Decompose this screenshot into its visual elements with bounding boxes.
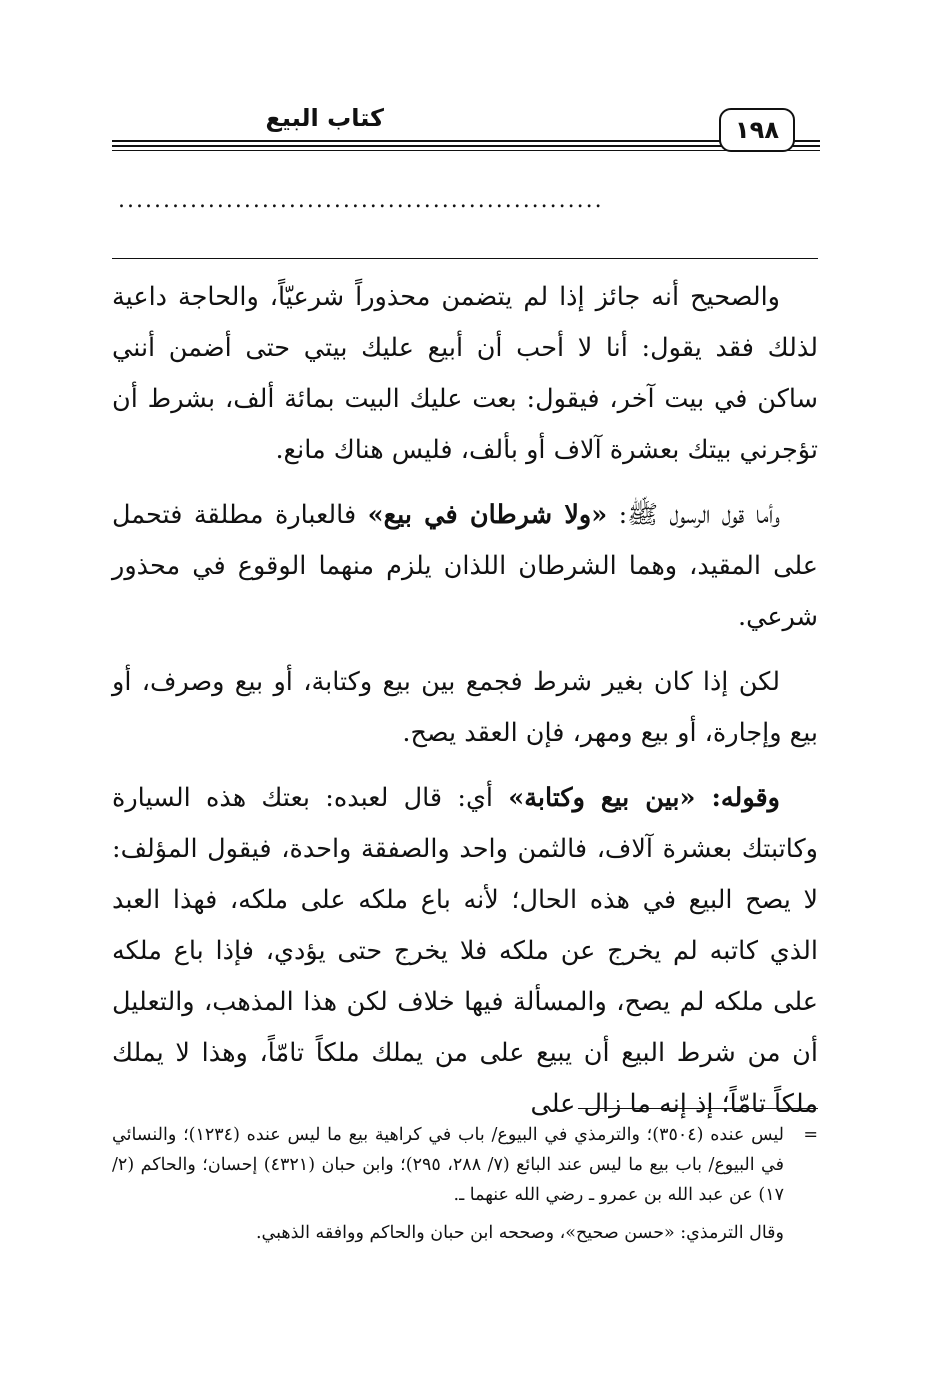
paragraph-2-intro: وأما قول الرسول ﷺ: [607,500,780,530]
footnotes [112,1120,818,1248]
book-title: كتاب البيع [260,104,390,132]
paragraph-4 [112,773,818,1130]
footnote-continuation [112,1120,818,1210]
section-divider [112,258,818,259]
footnote-note: وقال الترمذي: «حسن صحيح»، وصححه ابن حبان والحاكم ووافقه الذهبي. [255,1223,784,1243]
page-number: ١٩٨ [719,108,795,152]
dotted-separator: ...................................................... [118,188,604,213]
header-rule [112,145,820,147]
header-rule [112,150,820,151]
quoted-phrase: وقوله: «بين بيع وكتابة» [508,783,780,813]
page-header [112,104,820,152]
footnote-divider [578,1108,818,1109]
hadith-quote: «ولا شرطان في بيع» [367,500,608,530]
paragraph-1: والصحيح أنه جائز إذا لم يتضمن محذوراً شرعيّاً، والحاجة داعية لذلك فقد يقول: أنا لا أحب أن أبيع عليك بيتي حتى أضمن أنني ساكن في بيت آخر، فيقول: بعت عليك البيت بمائة ألف، بشرط أن تؤجرني بيتك بعشرة آلاف أو بألف، فليس هناك مانع. [112,282,818,465]
continuation-marker: = [803,1125,818,1145]
paragraph-3: لكن إذا كان بغير شرط فجمع بين بيع وكتابة، أو بيع وصرف، أو بيع وإجارة، أو بيع ومهر، فإن العقد يصح. [112,667,818,748]
paragraph-2 [112,490,818,643]
paragraph-2-rest: فالعبارة مطلقة فتحمل على المقيد، وهما الشرطان اللذان يلزم منهما الوقوع في محذور شرعي. [112,500,818,632]
header-rule [112,140,820,142]
footnote-text: ليس عنده (٣٥٠٤)؛ والترمذي في البيوع/ باب في كراهية بيع ما ليس عنده (١٢٣٤)؛ والنسائي في البيوع/ باب بيع ما ليس عند البائع (٧/ ٢٨٨، ٢٩٥)؛ وابن حبان (٤٣٢١) إحسان؛ والحاكم (٢/ ١٧) عن عبد الله بن عمرو ـ رضي الله عنهما ـ. [112,1125,785,1205]
paragraph-4-rest: أي: قال لعبده: بعتك هذه السيارة وكاتبتك بعشرة آلاف، فالثمن واحد والصفقة واحدة، فيقول المؤلف: لا يصح البيع في هذه الحال؛ لأنه باع ملكه على ملكه، فهذا العبد الذي كاتبه لم يخرج عن ملكه فلا يخرج حتى يؤدي، فإذا باع ملكه على ملكه لم يصح، والمسألة فيها خلاف لكن هذا المذهب، والتعليل أن من شرط البيع أن يبيع على من يملك ملكاً تامّاً، وهذا لا يملك ملكاً تامّاً؛ إذ إنه ما زال على [112,783,818,1119]
main-text [112,272,818,1144]
